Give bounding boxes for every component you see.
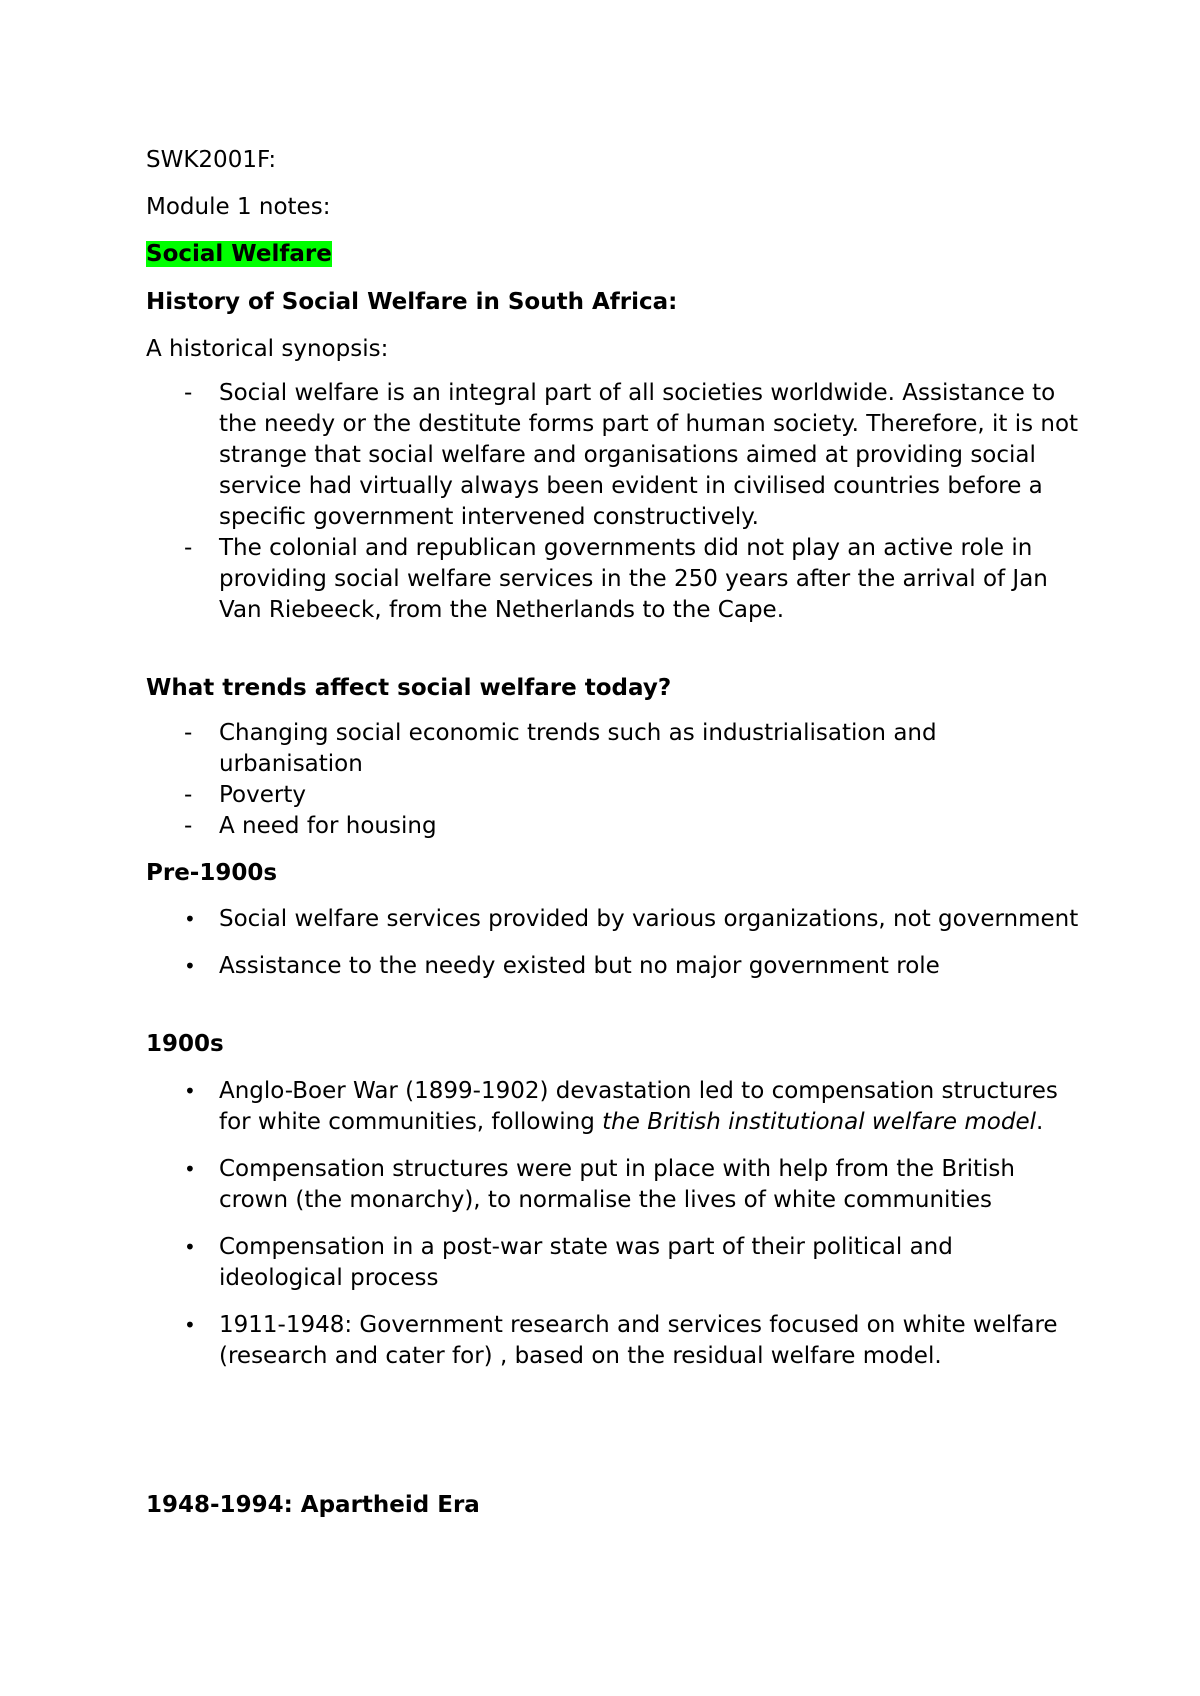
list-item-text: Changing social economic trends such as industrialisation and urbanisation [219,720,937,777]
dash-marker: - [184,720,193,746]
dash-marker: - [184,535,193,561]
bullet-marker: • [184,954,196,978]
apartheid-heading: 1948-1994: Apartheid Era [146,1492,480,1518]
list-item-text: Compensation in a post-war state was part of their political and ideological process [219,1234,953,1291]
dash-marker: - [184,813,193,839]
list-item-text: Social welfare is an integral part of all societies worldwide. Assistance to the needy or the destitute forms part of human society. Therefore, it is not strange that social welfare and organisations aimed at providing social service had virtually always been evident in civilised countries before a specific government intervened constructively. [219,380,1079,530]
trends-heading: What trends affect social welfare today? [146,675,672,701]
list-item [0,1154,1200,1216]
list-item [0,378,1200,533]
bullet-marker: • [184,1235,196,1259]
list-item-text: A need for housing [219,813,437,839]
list-item [0,1232,1200,1294]
list-item [0,811,1200,842]
history-heading: History of Social Welfare in South Africa: [146,289,678,315]
text-run: . [1036,1109,1044,1135]
list-item [0,533,1200,626]
list-item [0,780,1200,811]
dash-marker: - [184,782,193,808]
s1900-heading: 1900s [146,1031,224,1057]
list-item-text: Social welfare services provided by various organizations, not government [219,906,1079,932]
dash-marker: - [184,380,193,406]
bullet-marker: • [184,907,196,931]
highlighted-heading: Social Welfare [146,241,332,267]
s1900-list [0,1076,1200,1372]
bullet-marker: • [184,1157,196,1181]
synopsis-label: A historical synopsis: [146,336,389,362]
list-item [0,1310,1200,1372]
section-heading-social-welfare [146,240,332,268]
italic-model-name: the British institutional welfare model [602,1109,1036,1135]
list-item [0,951,1200,982]
course-code: SWK2001F: [146,147,277,173]
trends-list [0,718,1200,842]
bullet-marker: • [184,1079,196,1103]
pre1900-heading: Pre-1900s [146,860,278,886]
list-item-text: 1911-1948: Government research and services focused on white welfare (research and cater for) , based on the residual welfare model. [219,1312,1058,1369]
list-item-text [219,1076,1079,1138]
synopsis-list [0,378,1200,626]
text-run: Anglo-Boer War (1899-1902) devastation led to compensation structures for white communities, following [219,1078,1058,1135]
list-item-text: Assistance to the needy existed but no major government role [219,953,940,979]
list-item-text: Compensation structures were put in place with help from the British crown (the monarchy), to normalise the lives of white communities [219,1156,1015,1213]
list-item-text: Poverty [219,782,306,808]
pre1900-list [0,904,1200,982]
list-item [0,1076,1200,1138]
list-item [0,904,1200,935]
list-item-text: The colonial and republican governments did not play an active role in providing social welfare services in the 250 years after the arrival of Jan Van Riebeeck, from the Netherlands to the Cape. [219,535,1048,623]
list-item [0,718,1200,780]
module-title: Module 1 notes: [146,194,331,220]
bullet-marker: • [184,1313,196,1337]
